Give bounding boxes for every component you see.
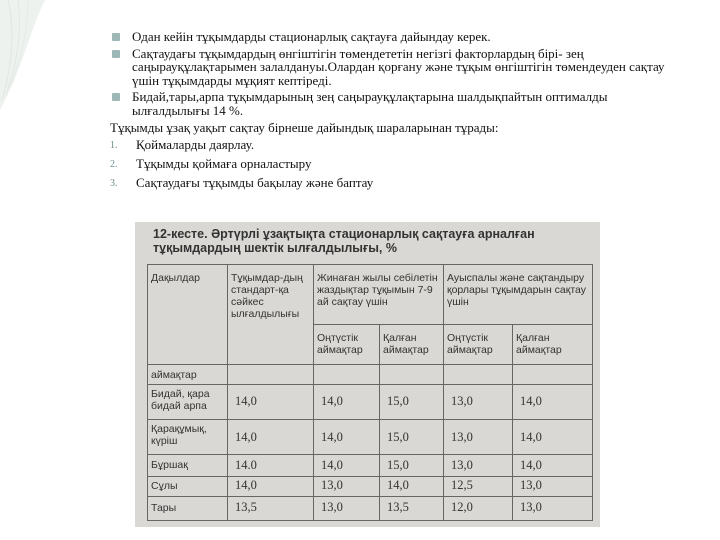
header-standard: Тұқымдар-дың стандарт-қа сәйкес ылғалдылығы — [231, 272, 303, 320]
table-cell: 15,0 — [387, 458, 409, 472]
table-cell: 13,0 — [451, 430, 473, 444]
table-cell: 15,0 — [387, 430, 409, 444]
table-photo — [135, 222, 600, 527]
header-carryover: Ауыспалы және сақтандыру қорлары тұқымдарын сақтау үшін — [447, 272, 587, 308]
header-crop: Дақылдар — [151, 272, 201, 284]
table-cell: 14,0 — [520, 430, 542, 444]
row-crop: Қарақұмық, күріш — [151, 423, 207, 447]
row-crop: Бұршақ — [151, 459, 188, 471]
header-spill: аймақтар — [151, 369, 197, 381]
table-cell: 14.0 — [235, 458, 257, 472]
table-cell: 13,5 — [235, 500, 257, 514]
table-cell: 14,0 — [235, 394, 257, 408]
bullet-item: Бидай,тары,арпа тұқымдарының зең саңырауқұлақтарына шалдықпайтын оптималды ылғалдылығы 14 %. — [110, 90, 685, 117]
table-cell: 13,0 — [451, 458, 473, 472]
table-cell: 15,0 — [387, 394, 409, 408]
slide-text — [110, 30, 685, 194]
table-cell: 13,5 — [387, 500, 409, 514]
table-cell: 13,0 — [321, 478, 343, 492]
row-crop: Сұлы — [151, 480, 178, 492]
table-cell: 14,0 — [520, 394, 542, 408]
table-cell: 12,0 — [451, 500, 473, 514]
subheader-other-2: Қалған аймақтар — [516, 332, 562, 356]
lead-sentence: Тұқымды ұзақ уақыт сақтау бірнеше дайындық шараларынан тұрады: — [110, 120, 499, 135]
numbered-list — [110, 137, 685, 191]
table-title: 12-кесте. Әртүрлі ұзақтықта стационарлық сақтауға арналған тұқымдардың шектік ылғалдылығы, % — [153, 227, 535, 255]
table-cell: 14,0 — [235, 430, 257, 444]
corner-decoration — [0, 0, 70, 120]
bullet-item: Одан кейін тұқымдарды стационарлық сақтауға дайындау керек. — [110, 30, 685, 44]
table-cell: 13,0 — [520, 500, 542, 514]
square-bullet-icon — [112, 93, 120, 101]
row-crop: Тары — [151, 502, 177, 514]
table-cell: 13,0 — [321, 500, 343, 514]
header-fresh-seed: Жинаған жылы себілетін жаздықтар тұқымын 7-9 ай сақтау үшін — [317, 272, 438, 308]
list-item: 1. Қоймаларды даярлау. — [110, 137, 255, 152]
row-crop: Бидай, қара бидай арпа — [151, 388, 210, 412]
table-cell: 13,0 — [451, 394, 473, 408]
square-bullet-icon — [112, 33, 120, 41]
list-item: 2. Тұқымды қоймаға орналастыру — [110, 156, 312, 171]
table-cell: 12,5 — [451, 478, 473, 492]
moisture-table — [147, 264, 593, 522]
list-item: 3. Сақтаудағы тұқымды бақылау және баптау — [110, 175, 374, 190]
bullet-item: Сақтаудағы тұқымдардың өнгіштігін төмендететін негізгі факторлардың бірі- зең саңырауқұлақтарымен залалдануы.Олардан қорғану және тұқым өнгіштігін төмендеуден сақтау үшін тұқымдарды мұқият кептіреді. — [110, 47, 685, 88]
table-cell: 14,0 — [321, 394, 343, 408]
bullet-list — [110, 30, 685, 117]
table-cell: 14,0 — [321, 430, 343, 444]
subheader-other: Қалған аймақтар — [383, 332, 429, 356]
table-cell: 13,0 — [520, 478, 542, 492]
table-cell: 14,0 — [520, 458, 542, 472]
table-cell: 14,0 — [235, 478, 257, 492]
table-cell: 14,0 — [387, 478, 409, 492]
square-bullet-icon — [112, 50, 120, 58]
subheader-south-2: Оңтүстік аймақтар — [447, 332, 493, 356]
subheader-south: Оңтүстік аймақтар — [317, 332, 363, 356]
table-cell: 14,0 — [321, 458, 343, 472]
